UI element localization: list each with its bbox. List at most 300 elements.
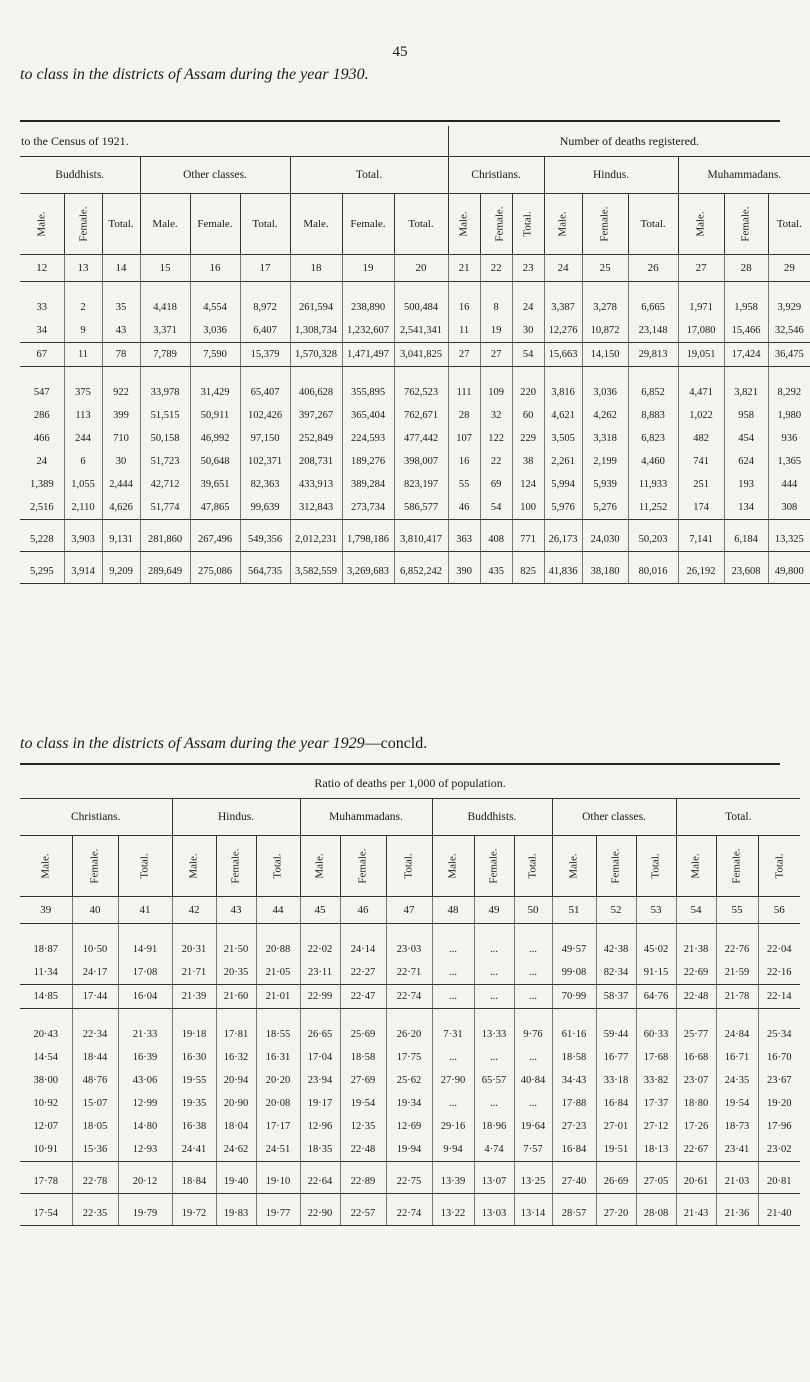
table-cell: 24 (36, 456, 47, 467)
table-cell: 1,389 (29, 479, 54, 490)
table-cell: 624 (724, 450, 768, 473)
column-number: 13 (64, 255, 102, 282)
table-cell: 17·75 (386, 1046, 432, 1069)
spacer-cell (596, 1194, 636, 1203)
table-cell: 22·74 (386, 1202, 432, 1226)
table-cell: 97,150 (240, 427, 290, 450)
column-number: 45 (300, 897, 340, 924)
table-cell: 91·15 (636, 961, 676, 985)
table-cell: 9 (64, 319, 102, 343)
table-cell: 365,404 (342, 404, 394, 427)
table-cell: 1,055 (64, 473, 102, 496)
table-cell: 13·14 (514, 1202, 552, 1226)
table-cell: 547 (33, 387, 50, 398)
table-cell: 24·84 (716, 1023, 758, 1046)
table2-caption (20, 735, 427, 753)
table-cell: 2,444 (102, 473, 140, 496)
table-cell: 82,363 (240, 473, 290, 496)
table-cell: 78 (102, 343, 140, 367)
spacer-cell (172, 1009, 216, 1024)
column-number: 44 (256, 897, 300, 924)
table-cell: 22·27 (340, 961, 386, 985)
table-cell: 19·72 (172, 1202, 216, 1226)
table-cell: 433,913 (290, 473, 342, 496)
table-cell: 22·48 (676, 985, 716, 1009)
column-label: Male. (187, 853, 200, 879)
table-cell: 27·69 (340, 1069, 386, 1092)
table-cell: 17,080 (678, 319, 724, 343)
table-cell: 58·37 (596, 985, 636, 1009)
table-cell: 825 (512, 560, 544, 584)
table-cell: 2,110 (64, 496, 102, 520)
table-cell: 11·34 (20, 961, 72, 985)
spacer-cell (20, 282, 64, 297)
column-number: 55 (716, 897, 758, 924)
spacer-cell (480, 552, 512, 561)
spacer-cell (20, 520, 64, 529)
table-cell: 46 (448, 496, 480, 520)
table-cell: 18·84 (172, 1170, 216, 1194)
table-cell: 3,036 (190, 319, 240, 343)
group-header-other-classes: Other classes. (140, 157, 290, 194)
column-label: Female. (487, 848, 500, 884)
group-header-christians: Christians. (20, 799, 172, 836)
table-row (20, 1046, 800, 1069)
spacer-cell (300, 1009, 340, 1024)
spacer-cell (448, 520, 480, 529)
table-cell: 60 (512, 404, 544, 427)
column-number: 14 (102, 255, 140, 282)
column-number: 52 (596, 897, 636, 924)
spacer-cell (582, 520, 628, 529)
column-label: Total. (640, 218, 666, 230)
column-label: Male. (689, 853, 702, 879)
table-cell: 10·91 (20, 1138, 72, 1162)
table-cell: 17·17 (256, 1115, 300, 1138)
table-cell: 22·90 (300, 1202, 340, 1226)
table-cell: 3,816 (544, 381, 582, 404)
table-cell: 21·33 (118, 1023, 172, 1046)
table-cell: 208,731 (290, 450, 342, 473)
table-cell: 2,261 (544, 450, 582, 473)
table-cell: 19·54 (716, 1092, 758, 1115)
table-cell: 99·08 (552, 961, 596, 985)
spacer-row (20, 520, 810, 529)
table-cell: 1,365 (768, 450, 810, 473)
table-cell: 35 (102, 296, 140, 319)
table-cell: 8,972 (240, 296, 290, 319)
table-cell: 500,484 (394, 296, 448, 319)
spacer-cell (342, 367, 394, 382)
table-cell: 19 (480, 319, 512, 343)
table-cell: 32,546 (768, 319, 810, 343)
column-number: 54 (676, 897, 716, 924)
spacer-cell (256, 1194, 300, 1203)
spacer-cell (20, 552, 64, 561)
table-cell: 18·35 (300, 1138, 340, 1162)
table2-caption-suffix: —concld. (364, 735, 428, 752)
table-cell: 16·30 (172, 1046, 216, 1069)
table1-body (20, 255, 810, 584)
spacer-cell (190, 282, 240, 297)
table1-top-rule (20, 120, 780, 122)
spacer-cell (724, 552, 768, 561)
table-cell: 10·92 (33, 1098, 58, 1109)
table-cell: 27 (480, 343, 512, 367)
spacer-cell (676, 1009, 716, 1024)
table-cell: 5,976 (544, 496, 582, 520)
table-cell: 122 (480, 427, 512, 450)
spacer-cell (394, 367, 448, 382)
table-cell: 12·35 (340, 1115, 386, 1138)
spacer-row (20, 1162, 800, 1171)
column-label: Female. (229, 848, 242, 884)
table-cell: 3,278 (582, 296, 628, 319)
table-cell: 18·58 (552, 1046, 596, 1069)
column-label: Total. (408, 218, 434, 230)
table-cell: 19·55 (172, 1069, 216, 1092)
table-cell: 23·41 (716, 1138, 758, 1162)
table-cell: 19·18 (172, 1023, 216, 1046)
spacer-cell (102, 282, 140, 297)
group-header-total: Total. (290, 157, 448, 194)
column-label: Total. (522, 211, 535, 237)
table-cell: 14·91 (118, 938, 172, 961)
table-cell: 12,276 (544, 319, 582, 343)
table-cell: 20·94 (216, 1069, 256, 1092)
table-cell: ... (432, 985, 474, 1009)
table-cell: 100 (512, 496, 544, 520)
spacer-cell (190, 520, 240, 529)
table-cell: 399 (102, 404, 140, 427)
column-label: Male. (557, 211, 570, 237)
table-cell: 15·07 (72, 1092, 118, 1115)
column-label: Female. (609, 848, 622, 884)
spacer-cell (768, 520, 810, 529)
table-cell: 7·57 (514, 1138, 552, 1162)
table-cell: 41,836 (544, 560, 582, 584)
table-cell: 3,036 (582, 381, 628, 404)
spacer-cell (636, 1162, 676, 1171)
table-cell: 19·79 (118, 1202, 172, 1226)
table-cell: 55 (448, 473, 480, 496)
table-cell: 18·44 (72, 1046, 118, 1069)
spacer-cell (474, 1162, 514, 1171)
table-cell: 261,594 (290, 296, 342, 319)
table-cell: 6,823 (628, 427, 678, 450)
table-cell: 17·78 (20, 1170, 72, 1194)
table-cell: 34·43 (552, 1069, 596, 1092)
table-cell: 26,173 (544, 528, 582, 552)
table-cell: 14·85 (20, 985, 72, 1009)
table-cell: 193 (724, 473, 768, 496)
table-cell: 4,460 (628, 450, 678, 473)
table-cell: 21·40 (758, 1202, 800, 1226)
table-cell: 3,821 (724, 381, 768, 404)
spacer-cell (216, 1009, 256, 1024)
table-cell: 13·07 (474, 1170, 514, 1194)
table-cell: 64·76 (636, 985, 676, 1009)
table-cell: 16·84 (596, 1092, 636, 1115)
table-cell: 22·74 (386, 985, 432, 1009)
table-cell: 30 (512, 319, 544, 343)
table-cell: 22·14 (758, 985, 800, 1009)
spacer-cell (480, 282, 512, 297)
column-label: Total. (108, 218, 134, 230)
table-cell: 958 (724, 404, 768, 427)
spacer-cell (140, 520, 190, 529)
table-row (20, 427, 810, 450)
spacer-cell (768, 552, 810, 561)
table-cell: 19,051 (678, 343, 724, 367)
column-number-row (20, 255, 810, 282)
spacer-cell (628, 552, 678, 561)
spacer-cell (140, 367, 190, 382)
spacer-cell (716, 924, 758, 939)
table-cell: 5,228 (20, 528, 64, 552)
table-cell: 2,199 (582, 450, 628, 473)
spacer-cell (582, 367, 628, 382)
table-cell: 15,663 (544, 343, 582, 367)
table-cell: 27·01 (596, 1115, 636, 1138)
table-row (20, 560, 810, 584)
table-cell: 23·07 (676, 1069, 716, 1092)
table-cell: 49·57 (552, 938, 596, 961)
table-cell: 20·90 (216, 1092, 256, 1115)
column-number: 48 (432, 897, 474, 924)
table-cell: 23,148 (628, 319, 678, 343)
spacer-cell (448, 282, 480, 297)
table-cell: 8 (480, 296, 512, 319)
table-cell: 67 (20, 343, 64, 367)
table-cell: 17,424 (724, 343, 768, 367)
spacer-cell (172, 1194, 216, 1203)
table-cell: 17·26 (676, 1115, 716, 1138)
spacer-cell (636, 924, 676, 939)
table-cell: 19·64 (514, 1115, 552, 1138)
table-row (20, 404, 810, 427)
spacer-cell (102, 367, 140, 382)
table-cell: 38,180 (582, 560, 628, 584)
table-cell: 18·05 (72, 1115, 118, 1138)
table-row (20, 381, 810, 404)
table-cell: 23·11 (300, 961, 340, 985)
column-label: Total. (252, 218, 278, 230)
spacer-cell (240, 367, 290, 382)
table-cell: 31,429 (190, 381, 240, 404)
table-cell: 6 (64, 450, 102, 473)
table-cell: 19·83 (216, 1202, 256, 1226)
table-cell: 12·93 (118, 1138, 172, 1162)
table-cell: 16·71 (716, 1046, 758, 1069)
table-cell: 2,012,231 (290, 528, 342, 552)
spacer-cell (676, 1162, 716, 1171)
table-cell: 18·73 (716, 1115, 758, 1138)
spacer-cell (290, 367, 342, 382)
table-cell: 33·18 (596, 1069, 636, 1092)
table-cell: 564,735 (240, 560, 290, 584)
table-cell: 50,648 (190, 450, 240, 473)
spacer-cell (544, 282, 582, 297)
table-cell: 762,523 (394, 381, 448, 404)
table-cell: 26·65 (300, 1023, 340, 1046)
table-cell: 21·01 (256, 985, 300, 1009)
table-cell: 33·82 (636, 1069, 676, 1092)
group-header-buddhists: Buddhists. (432, 799, 552, 836)
spacer-cell (340, 1162, 386, 1171)
column-label: Female. (88, 848, 101, 884)
spacer-cell (240, 552, 290, 561)
spacer-row (20, 552, 810, 561)
table-cell: 20·35 (216, 961, 256, 985)
table-cell: 549,356 (240, 528, 290, 552)
table-cell: 466 (33, 433, 50, 444)
table-cell: 70·99 (552, 985, 596, 1009)
table-cell: 16·04 (118, 985, 172, 1009)
spacer-cell (20, 1194, 72, 1203)
table-cell: 14,150 (582, 343, 628, 367)
column-number: 19 (342, 255, 394, 282)
column-label: Male. (446, 853, 459, 879)
table-cell: 124 (512, 473, 544, 496)
column-number: 39 (20, 897, 72, 924)
table-cell: 9,131 (102, 528, 140, 552)
spacer-cell (20, 367, 64, 382)
column-label: Total. (402, 853, 415, 879)
spacer-cell (596, 1009, 636, 1024)
table-cell: 22·48 (340, 1138, 386, 1162)
table-cell: ... (514, 1092, 552, 1115)
spacer-cell (300, 924, 340, 939)
table-cell: 107 (448, 427, 480, 450)
table-row (20, 296, 810, 319)
table-cell: 771 (512, 528, 544, 552)
table-cell: 275,086 (190, 560, 240, 584)
table-cell: 6,665 (628, 296, 678, 319)
table-cell: 21·59 (716, 961, 758, 985)
table-row (20, 1202, 800, 1226)
group-header-christians: Christians. (448, 157, 544, 194)
spacer-cell (512, 367, 544, 382)
column-number: 21 (448, 255, 480, 282)
spacer-cell (172, 924, 216, 939)
table-cell: 22·78 (72, 1170, 118, 1194)
table-cell: 482 (678, 427, 724, 450)
spacer-cell (514, 924, 552, 939)
table-cell: 11 (448, 319, 480, 343)
table-cell: 3,929 (768, 296, 810, 319)
spacer-cell (596, 924, 636, 939)
table-cell: 26·20 (386, 1023, 432, 1046)
spacer-cell (190, 367, 240, 382)
table-cell: 7·31 (432, 1023, 474, 1046)
table-cell: 27·90 (432, 1069, 474, 1092)
table-cell: 33 (36, 302, 47, 313)
spacer-cell (102, 552, 140, 561)
column-label: Total. (138, 853, 151, 879)
spacer-cell (20, 924, 72, 939)
spacer-cell (448, 552, 480, 561)
table-cell: 21·43 (676, 1202, 716, 1226)
table1-caption: to class in the districts of Assam during the year 1930. (20, 66, 369, 83)
table-cell: 19·94 (386, 1138, 432, 1162)
spacer-cell (480, 367, 512, 382)
table-cell: ... (514, 938, 552, 961)
table-cell: 823,197 (394, 473, 448, 496)
table-cell: 16·38 (172, 1115, 216, 1138)
spacer-cell (386, 924, 432, 939)
table-cell: 30 (102, 450, 140, 473)
table-cell: 9·76 (514, 1023, 552, 1046)
table-cell: 13·22 (432, 1202, 474, 1226)
spacer-cell (768, 367, 810, 382)
table-cell: 3,041,825 (394, 343, 448, 367)
table-cell: 398,007 (394, 450, 448, 473)
deaths-registered-table (20, 126, 810, 584)
column-label: Male. (303, 218, 329, 230)
table-cell: ... (474, 938, 514, 961)
column-label: Female. (493, 206, 506, 242)
table-cell: 18·58 (340, 1046, 386, 1069)
table-cell: ... (432, 1046, 474, 1069)
table2-body (20, 897, 800, 1226)
spacer-cell (290, 520, 342, 529)
spacer-cell (340, 1009, 386, 1024)
table-cell: 2,541,341 (394, 319, 448, 343)
spacer-cell (64, 552, 102, 561)
table-cell: 28 (448, 404, 480, 427)
table-cell: 14·54 (33, 1052, 58, 1063)
table-cell: 3,318 (582, 427, 628, 450)
table-cell: 16 (448, 450, 480, 473)
column-number: 41 (118, 897, 172, 924)
spacer-cell (512, 282, 544, 297)
spacer-cell (544, 520, 582, 529)
spacer-cell (118, 1162, 172, 1171)
column-number: 18 (290, 255, 342, 282)
table-cell: 21·38 (676, 938, 716, 961)
table-row (20, 985, 800, 1009)
table-cell: 390 (448, 560, 480, 584)
spacer-cell (678, 520, 724, 529)
spacer-cell (394, 282, 448, 297)
table-cell: 51,515 (140, 404, 190, 427)
table1-deaths-header: Number of deaths registered. (448, 126, 810, 157)
spacer-cell (552, 1162, 596, 1171)
column-label: Total. (773, 853, 786, 879)
table-cell: 1,471,497 (342, 343, 394, 367)
spacer-cell (552, 924, 596, 939)
table-cell: 2,516 (20, 496, 64, 520)
spacer-cell (190, 552, 240, 561)
table-row (20, 1092, 800, 1115)
table-cell: 24·62 (216, 1138, 256, 1162)
spacer-cell (636, 1194, 676, 1203)
table-cell: 27·23 (552, 1115, 596, 1138)
spacer-row (20, 367, 810, 382)
table-cell: 922 (102, 381, 140, 404)
table-cell: 22·35 (72, 1202, 118, 1226)
spacer-cell (552, 1009, 596, 1024)
table-cell: 281,860 (140, 528, 190, 552)
table-cell: 109 (480, 381, 512, 404)
table-cell: 23·02 (758, 1138, 800, 1162)
table-cell: 49,800 (768, 560, 810, 584)
table-cell: 28·57 (552, 1202, 596, 1226)
spacer-cell (72, 1009, 118, 1024)
column-label: Female. (197, 218, 233, 230)
table-cell: 69 (480, 473, 512, 496)
